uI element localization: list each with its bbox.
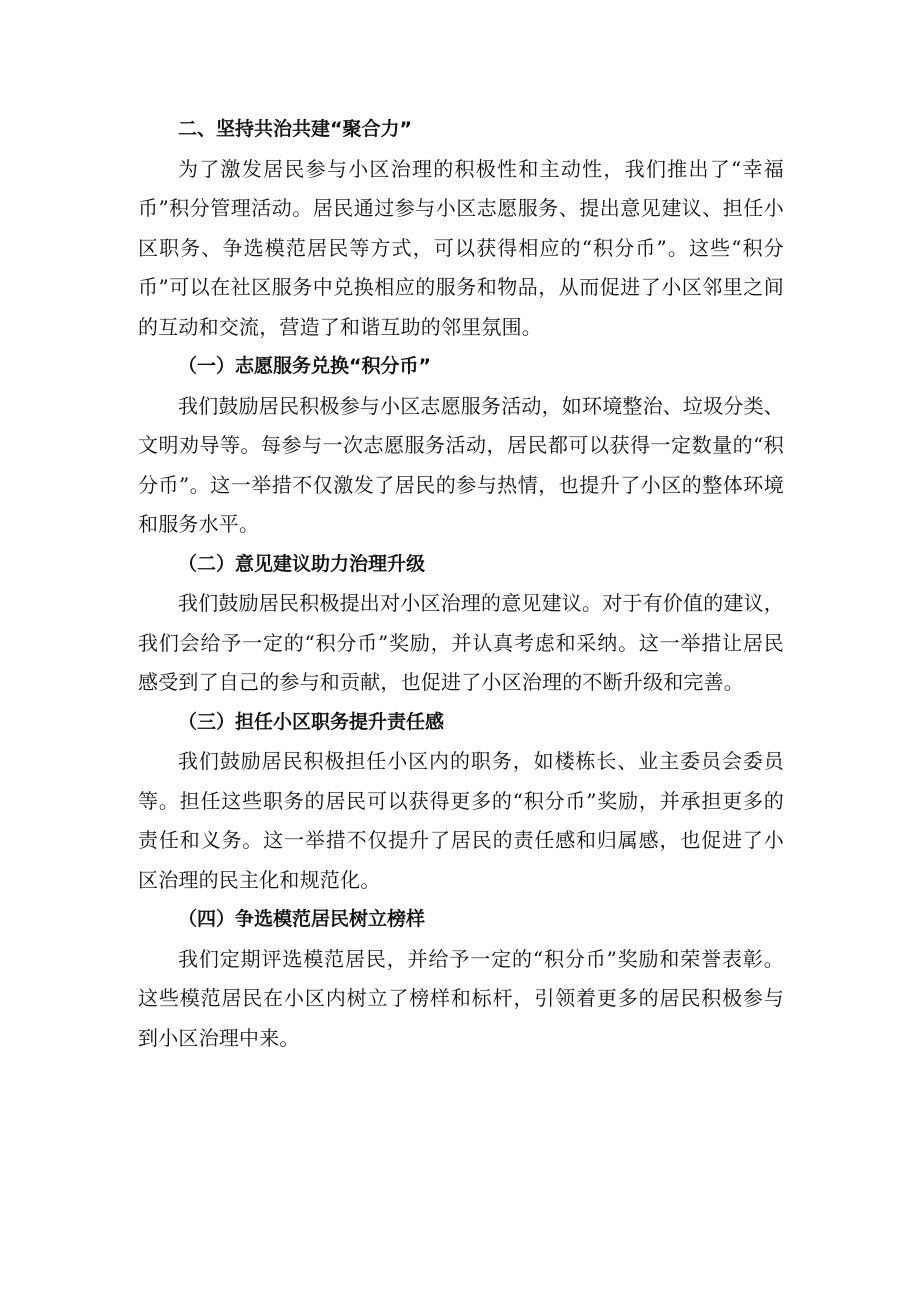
document-content [138,110,784,1058]
section-heading-main: 二、坚持共治共建“聚合力” [178,118,412,140]
section-paragraph-4: 我们定期评选模范居民，并给予一定的“积分币”奖励和荣誉表彰。这些模范居民在小区内树立了榜样和标杆，引领着更多的居民积极参与到小区治理中来。 [138,946,784,1050]
section-paragraph-main: 为了激发居民参与小区治理的积极性和主动性，我们推出了“幸福币”积分管理活动。居民通过参与小区志愿服务、提出意见建议、担任小区职务、争选模范居民等方式，可以获得相应的“积分币”。这些“积分币”可以在社区服务中兑换相应的服务和物品，从而促进了小区邻里之间的互动和交流，营造了和谐互助的邻里氛围。 [138,156,784,339]
section-paragraph-3: 我们鼓励居民积极担任小区内的职务，如楼栋长、业主委员会委员等。担任这些职务的居民可以获得更多的“积分币”奖励，并承担更多的责任和义务。这一举措不仅提升了居民的责任感和归属感，也促进了小区治理的民主化和规范化。 [138,749,784,892]
section-heading-4: （四）争选模范居民树立榜样 [178,908,426,930]
section-paragraph-1: 我们鼓励居民积极参与小区志愿服务活动，如环境整治、垃圾分类、文明劝导等。每参与一次志愿服务活动，居民都可以获得一定数量的“积分币”。这一举措不仅激发了居民的参与热情，也提升了小区的整体环境和服务水平。 [138,393,784,536]
section-heading-2: （二）意见建议助力治理升级 [178,552,426,575]
section-heading-3: （三）担任小区职务提升责任感 [178,710,445,733]
section-heading-1: （一）志愿服务兑换“积分币” [178,355,431,377]
section-paragraph-2: 我们鼓励居民积极提出对小区治理的意见建议。对于有价值的建议，我们会给予一定的“积分币”奖励，并认真考虑和采纳。这一举措让居民感受到了自己的参与和贡献，也促进了小区治理的不断升级和完善。 [138,591,784,694]
